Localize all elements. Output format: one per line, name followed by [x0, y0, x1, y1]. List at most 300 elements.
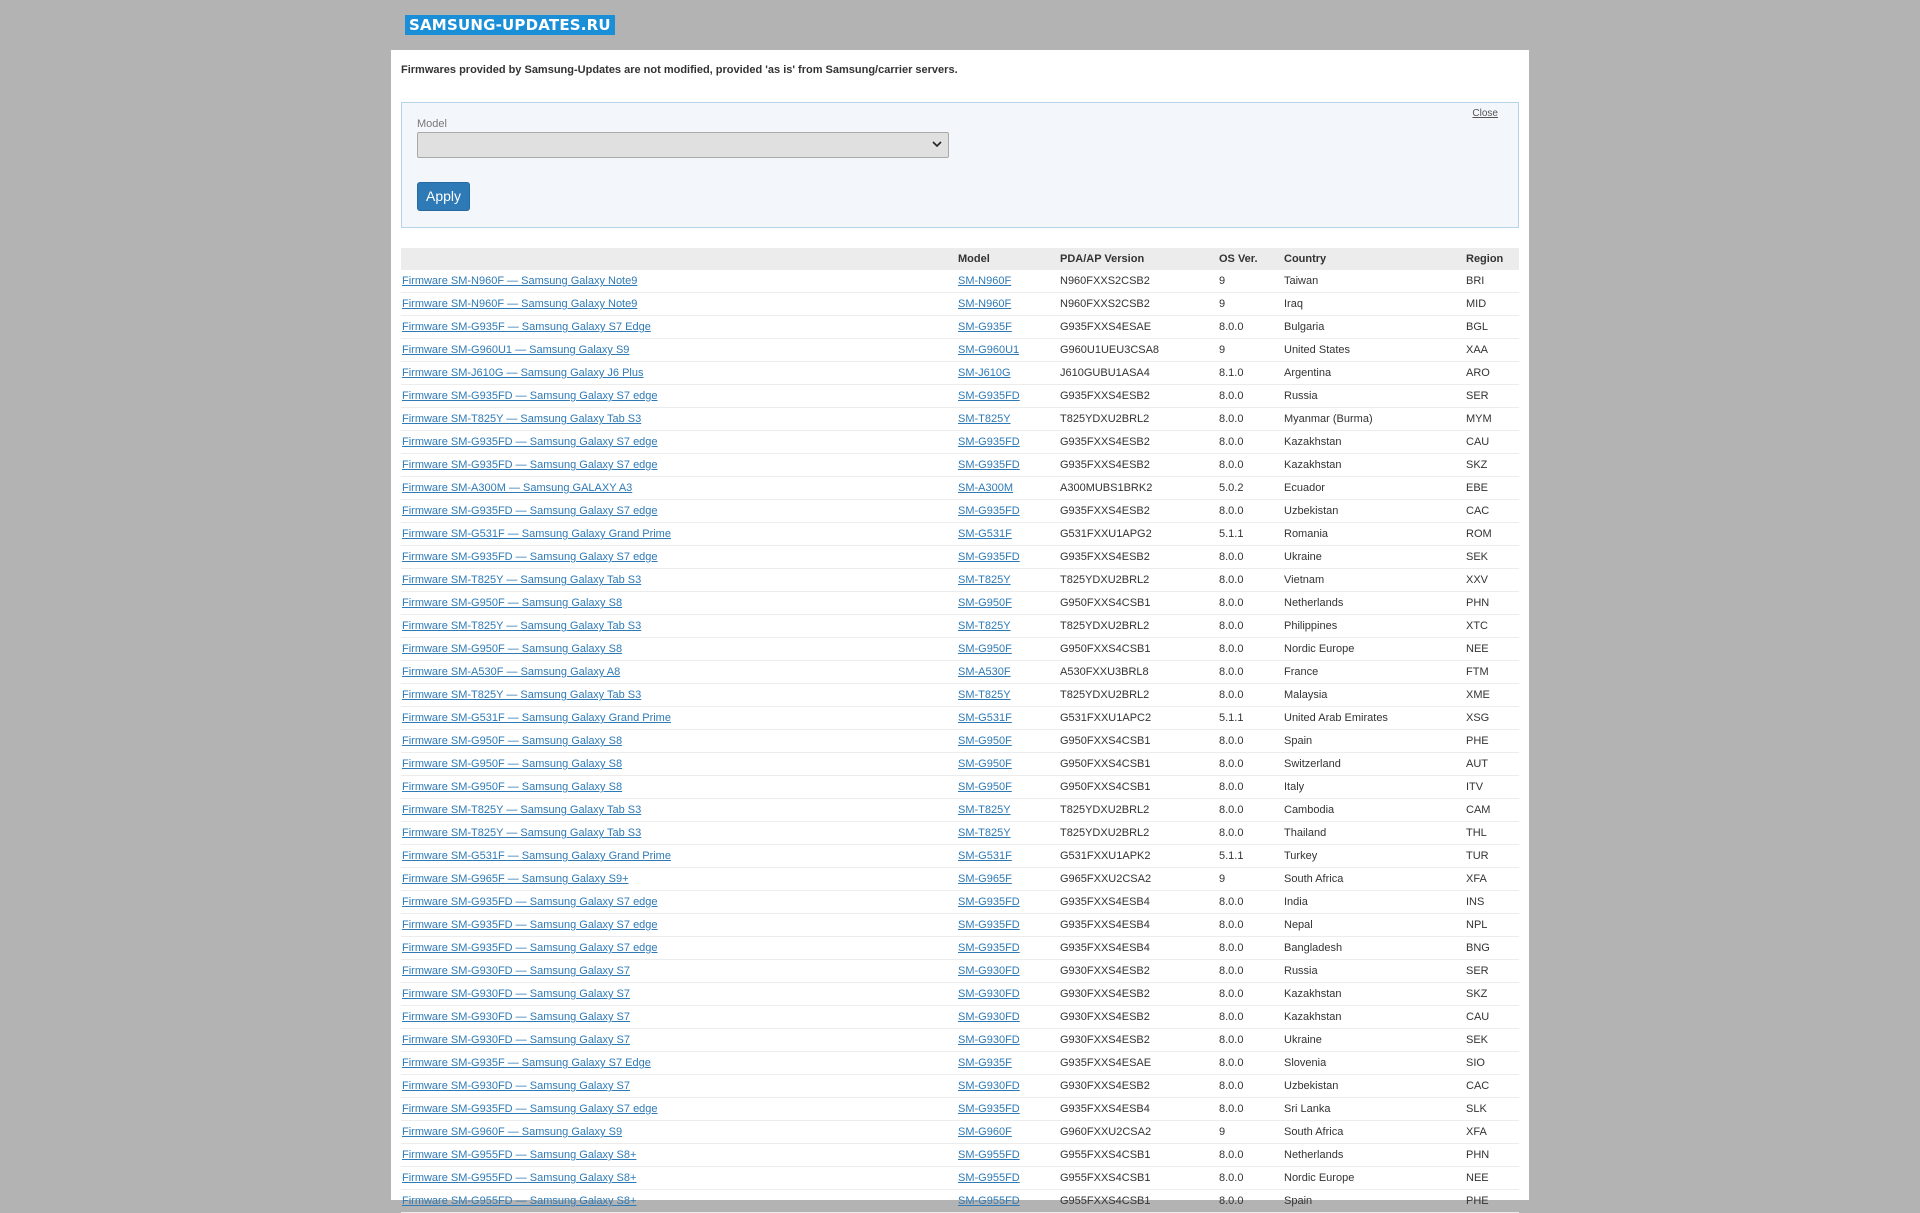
- cell-pda-version: G950FXXS4CSB1: [1059, 753, 1218, 776]
- firmware-link[interactable]: Firmware SM-G955FD — Samsung Galaxy S8+: [402, 1195, 637, 1207]
- cell-firmware-link: [401, 1052, 957, 1075]
- site-logo[interactable]: SAMSUNG-UPDATES.RU: [405, 15, 615, 35]
- firmware-link[interactable]: Firmware SM-G930FD — Samsung Galaxy S7: [402, 1034, 631, 1046]
- table-row: [401, 316, 1519, 339]
- cell-country: India: [1283, 891, 1465, 914]
- cell-country: Philippines: [1283, 615, 1465, 638]
- cell-firmware-link: [401, 270, 957, 293]
- table-row: [401, 523, 1519, 546]
- cell-country: Malaysia: [1283, 684, 1465, 707]
- cell-os-version: 9: [1218, 339, 1283, 362]
- cell-country: Bangladesh: [1283, 937, 1465, 960]
- cell-os-version: 8.0.0: [1218, 799, 1283, 822]
- firmware-link[interactable]: Firmware SM-G950F — Samsung Galaxy S8: [402, 781, 623, 793]
- table-row: [401, 937, 1519, 960]
- cell-model-link: [957, 270, 1059, 293]
- model-link[interactable]: SM-G960U1: [958, 344, 1020, 356]
- table-row: [401, 1121, 1519, 1144]
- table-row: [401, 431, 1519, 454]
- cell-model-link: [957, 1052, 1059, 1075]
- model-link[interactable]: SM-G935FD: [958, 942, 1020, 954]
- cell-country: Thailand: [1283, 822, 1465, 845]
- firmware-link[interactable]: Firmware SM-G531F — Samsung Galaxy Grand Prime: [402, 712, 671, 724]
- cell-firmware-link: [401, 1167, 957, 1190]
- cell-country: Ukraine: [1283, 1029, 1465, 1052]
- model-select[interactable]: [417, 132, 949, 158]
- table-row: [401, 753, 1519, 776]
- model-link[interactable]: SM-G930FD: [958, 1034, 1020, 1046]
- model-link[interactable]: SM-G955FD: [958, 1149, 1020, 1161]
- firmware-link[interactable]: Firmware SM-G960F — Samsung Galaxy S9: [402, 1126, 623, 1138]
- cell-firmware-link: [401, 868, 957, 891]
- cell-firmware-link: [401, 638, 957, 661]
- cell-region: SIO: [1465, 1052, 1519, 1075]
- cell-region: SEK: [1465, 1029, 1519, 1052]
- firmware-link[interactable]: Firmware SM-G935F — Samsung Galaxy S7 Edge: [402, 1057, 651, 1069]
- cell-country: Spain: [1283, 730, 1465, 753]
- cell-os-version: 8.0.0: [1218, 569, 1283, 592]
- firmware-link[interactable]: Firmware SM-G960U1 — Samsung Galaxy S9: [402, 344, 630, 356]
- firmware-link[interactable]: Firmware SM-G930FD — Samsung Galaxy S7: [402, 988, 631, 1000]
- cell-os-version: 8.0.0: [1218, 684, 1283, 707]
- cell-firmware-link: [401, 1098, 957, 1121]
- cell-pda-version: G935FXXS4ESB2: [1059, 385, 1218, 408]
- model-link[interactable]: SM-G950F: [958, 758, 1012, 770]
- table-row: [401, 385, 1519, 408]
- cell-country: Kazakhstan: [1283, 983, 1465, 1006]
- cell-pda-version: T825YDXU2BRL2: [1059, 684, 1218, 707]
- cell-firmware-link: [401, 500, 957, 523]
- cell-firmware-link: [401, 523, 957, 546]
- firmware-link[interactable]: Firmware SM-G935F — Samsung Galaxy S7 Edge: [402, 321, 651, 333]
- firmware-link[interactable]: Firmware SM-G935FD — Samsung Galaxy S7 edge: [402, 919, 658, 931]
- cell-region: TUR: [1465, 845, 1519, 868]
- firmware-link[interactable]: Firmware SM-N960F — Samsung Galaxy Note9: [402, 275, 638, 287]
- cell-region: XME: [1465, 684, 1519, 707]
- model-link[interactable]: SM-T825Y: [958, 827, 1011, 839]
- model-link[interactable]: SM-G531F: [958, 850, 1012, 862]
- firmware-link[interactable]: Firmware SM-T825Y — Samsung Galaxy Tab S3: [402, 689, 642, 701]
- cell-model-link: [957, 914, 1059, 937]
- model-link[interactable]: SM-G935FD: [958, 896, 1020, 908]
- table-row: [401, 477, 1519, 500]
- table-row: [401, 1052, 1519, 1075]
- firmware-link[interactable]: Firmware SM-A300M — Samsung GALAXY A3: [402, 482, 633, 494]
- cell-model-link: [957, 362, 1059, 385]
- cell-firmware-link: [401, 592, 957, 615]
- cell-pda-version: G955FXXS4CSB1: [1059, 1167, 1218, 1190]
- cell-os-version: 5.0.2: [1218, 477, 1283, 500]
- firmware-link[interactable]: Firmware SM-T825Y — Samsung Galaxy Tab S3: [402, 827, 642, 839]
- cell-os-version: 8.0.0: [1218, 615, 1283, 638]
- firmware-link[interactable]: Firmware SM-G935FD — Samsung Galaxy S7 edge: [402, 896, 658, 908]
- cell-os-version: 8.0.0: [1218, 454, 1283, 477]
- cell-region: BRI: [1465, 270, 1519, 293]
- cell-model-link: [957, 1121, 1059, 1144]
- cell-country: Uzbekistan: [1283, 1075, 1465, 1098]
- cell-os-version: 8.0.0: [1218, 1098, 1283, 1121]
- cell-country: Netherlands: [1283, 592, 1465, 615]
- cell-region: CAC: [1465, 1075, 1519, 1098]
- firmware-link[interactable]: Firmware SM-A530F — Samsung Galaxy A8: [402, 666, 621, 678]
- cell-model-link: [957, 523, 1059, 546]
- cell-region: NEE: [1465, 1167, 1519, 1190]
- cell-model-link: [957, 592, 1059, 615]
- firmware-link[interactable]: Firmware SM-G935FD — Samsung Galaxy S7 edge: [402, 942, 658, 954]
- model-link[interactable]: SM-G930FD: [958, 965, 1020, 977]
- cell-os-version: 8.0.0: [1218, 1167, 1283, 1190]
- cell-os-version: 8.1.0: [1218, 362, 1283, 385]
- cell-model-link: [957, 1144, 1059, 1167]
- cell-country: United States: [1283, 339, 1465, 362]
- cell-country: Vietnam: [1283, 569, 1465, 592]
- model-link[interactable]: SM-G950F: [958, 597, 1012, 609]
- firmware-link[interactable]: Firmware SM-G935FD — Samsung Galaxy S7 edge: [402, 436, 658, 448]
- cell-region: XFA: [1465, 1121, 1519, 1144]
- cell-firmware-link: [401, 1144, 957, 1167]
- cell-pda-version: G950FXXS4CSB1: [1059, 638, 1218, 661]
- model-link[interactable]: SM-G935FD: [958, 459, 1020, 471]
- cell-os-version: 8.0.0: [1218, 1006, 1283, 1029]
- cell-model-link: [957, 707, 1059, 730]
- cell-firmware-link: [401, 1075, 957, 1098]
- table-row: [401, 339, 1519, 362]
- cell-model-link: [957, 454, 1059, 477]
- cell-os-version: 8.0.0: [1218, 1075, 1283, 1098]
- cell-os-version: 8.0.0: [1218, 316, 1283, 339]
- cell-region: PHE: [1465, 1190, 1519, 1213]
- cell-pda-version: T825YDXU2BRL2: [1059, 569, 1218, 592]
- model-link[interactable]: SM-T825Y: [958, 804, 1011, 816]
- cell-country: Kazakhstan: [1283, 454, 1465, 477]
- firmware-link[interactable]: Firmware SM-G955FD — Samsung Galaxy S8+: [402, 1172, 637, 1184]
- firmware-link[interactable]: Firmware SM-G935FD — Samsung Galaxy S7 edge: [402, 390, 658, 402]
- cell-model-link: [957, 868, 1059, 891]
- firmware-link[interactable]: Firmware SM-T825Y — Samsung Galaxy Tab S3: [402, 804, 642, 816]
- firmware-link[interactable]: Firmware SM-G531F — Samsung Galaxy Grand Prime: [402, 528, 671, 540]
- cell-firmware-link: [401, 661, 957, 684]
- cell-country: Spain: [1283, 1190, 1465, 1213]
- firmware-link[interactable]: Firmware SM-G950F — Samsung Galaxy S8: [402, 597, 623, 609]
- cell-country: Ukraine: [1283, 546, 1465, 569]
- cell-country: France: [1283, 661, 1465, 684]
- cell-region: SEK: [1465, 546, 1519, 569]
- firmware-link[interactable]: Firmware SM-G935FD — Samsung Galaxy S7 edge: [402, 459, 658, 471]
- cell-country: Taiwan: [1283, 270, 1465, 293]
- cell-region: BNG: [1465, 937, 1519, 960]
- cell-country: Romania: [1283, 523, 1465, 546]
- cell-region: MYM: [1465, 408, 1519, 431]
- firmware-link[interactable]: Firmware SM-G950F — Samsung Galaxy S8: [402, 758, 623, 770]
- firmware-table-body: [401, 270, 1519, 1213]
- model-link[interactable]: SM-N960F: [958, 298, 1012, 310]
- main-container: [391, 50, 1529, 1207]
- cell-pda-version: G930FXXS4ESB2: [1059, 1075, 1218, 1098]
- firmware-link[interactable]: Firmware SM-G935FD — Samsung Galaxy S7 edge: [402, 551, 658, 563]
- cell-os-version: 8.0.0: [1218, 1144, 1283, 1167]
- model-link[interactable]: SM-J610G: [958, 367, 1011, 379]
- cell-region: CAC: [1465, 500, 1519, 523]
- table-row: [401, 914, 1519, 937]
- cell-region: XSG: [1465, 707, 1519, 730]
- cell-pda-version: G531FXXU1APG2: [1059, 523, 1218, 546]
- model-link[interactable]: SM-T825Y: [958, 574, 1011, 586]
- cell-pda-version: J610GUBU1ASA4: [1059, 362, 1218, 385]
- cell-pda-version: G960FXXU2CSA2: [1059, 1121, 1218, 1144]
- cell-firmware-link: [401, 822, 957, 845]
- filter-panel: [401, 102, 1519, 228]
- cell-model-link: [957, 661, 1059, 684]
- table-row: [401, 960, 1519, 983]
- model-link[interactable]: SM-G930FD: [958, 988, 1020, 1000]
- cell-firmware-link: [401, 454, 957, 477]
- table-row: [401, 500, 1519, 523]
- firmware-link[interactable]: Firmware SM-G531F — Samsung Galaxy Grand Prime: [402, 850, 671, 862]
- cell-country: South Africa: [1283, 868, 1465, 891]
- model-link[interactable]: SM-G531F: [958, 528, 1012, 540]
- firmware-link[interactable]: Firmware SM-J610G — Samsung Galaxy J6 Plus: [402, 367, 644, 379]
- cell-region: NPL: [1465, 914, 1519, 937]
- firmware-link[interactable]: Firmware SM-N960F — Samsung Galaxy Note9: [402, 298, 638, 310]
- cell-country: Ecuador: [1283, 477, 1465, 500]
- cell-country: South Africa: [1283, 1121, 1465, 1144]
- cell-os-version: 8.0.0: [1218, 500, 1283, 523]
- cell-country: Slovenia: [1283, 1052, 1465, 1075]
- cell-pda-version: N960FXXS2CSB2: [1059, 293, 1218, 316]
- cell-region: PHN: [1465, 1144, 1519, 1167]
- model-link[interactable]: SM-G965F: [958, 873, 1012, 885]
- cell-os-version: 8.0.0: [1218, 730, 1283, 753]
- firmware-link[interactable]: Firmware SM-G965F — Samsung Galaxy S9+: [402, 873, 629, 885]
- cell-os-version: 8.0.0: [1218, 546, 1283, 569]
- cell-model-link: [957, 615, 1059, 638]
- table-row: [401, 569, 1519, 592]
- firmware-link[interactable]: Firmware SM-T825Y — Samsung Galaxy Tab S3: [402, 574, 642, 586]
- site-header: [391, 0, 1529, 50]
- cell-firmware-link: [401, 477, 957, 500]
- model-link[interactable]: SM-T825Y: [958, 620, 1011, 632]
- cell-pda-version: G935FXXS4ESB4: [1059, 1098, 1218, 1121]
- model-link[interactable]: SM-G935FD: [958, 436, 1020, 448]
- cell-os-version: 8.0.0: [1218, 431, 1283, 454]
- cell-country: Italy: [1283, 776, 1465, 799]
- cell-os-version: 8.0.0: [1218, 891, 1283, 914]
- cell-pda-version: T825YDXU2BRL2: [1059, 408, 1218, 431]
- firmware-link[interactable]: Firmware SM-G950F — Samsung Galaxy S8: [402, 643, 623, 655]
- firmware-link[interactable]: Firmware SM-G935FD — Samsung Galaxy S7 edge: [402, 1103, 658, 1115]
- cell-firmware-link: [401, 546, 957, 569]
- firmware-link[interactable]: Firmware SM-G930FD — Samsung Galaxy S7: [402, 1011, 631, 1023]
- model-link[interactable]: SM-G955FD: [958, 1195, 1020, 1207]
- cell-model-link: [957, 408, 1059, 431]
- model-link[interactable]: SM-T825Y: [958, 689, 1011, 701]
- firmware-link[interactable]: Firmware SM-T825Y — Samsung Galaxy Tab S3: [402, 620, 642, 632]
- cell-firmware-link: [401, 615, 957, 638]
- cell-country: Nordic Europe: [1283, 1167, 1465, 1190]
- cell-firmware-link: [401, 1121, 957, 1144]
- model-link[interactable]: SM-T825Y: [958, 413, 1011, 425]
- firmware-link[interactable]: Firmware SM-T825Y — Samsung Galaxy Tab S3: [402, 413, 642, 425]
- cell-country: Russia: [1283, 960, 1465, 983]
- cell-pda-version: G930FXXS4ESB2: [1059, 960, 1218, 983]
- cell-region: AUT: [1465, 753, 1519, 776]
- header-firmware: [401, 248, 957, 270]
- cell-os-version: 8.0.0: [1218, 776, 1283, 799]
- cell-os-version: 8.0.0: [1218, 983, 1283, 1006]
- cell-os-version: 8.0.0: [1218, 1052, 1283, 1075]
- model-link[interactable]: SM-A300M: [958, 482, 1014, 494]
- cell-region: XXV: [1465, 569, 1519, 592]
- cell-model-link: [957, 776, 1059, 799]
- cell-pda-version: G950FXXS4CSB1: [1059, 592, 1218, 615]
- cell-firmware-link: [401, 776, 957, 799]
- cell-os-version: 8.0.0: [1218, 914, 1283, 937]
- table-row: [401, 638, 1519, 661]
- cell-firmware-link: [401, 1190, 957, 1213]
- table-row: [401, 868, 1519, 891]
- cell-os-version: 8.0.0: [1218, 822, 1283, 845]
- cell-firmware-link: [401, 914, 957, 937]
- cell-pda-version: G935FXXS4ESB2: [1059, 546, 1218, 569]
- cell-os-version: 8.0.0: [1218, 937, 1283, 960]
- cell-country: Russia: [1283, 385, 1465, 408]
- table-row: [401, 1006, 1519, 1029]
- cell-pda-version: G950FXXS4CSB1: [1059, 730, 1218, 753]
- cell-pda-version: G531FXXU1APK2: [1059, 845, 1218, 868]
- cell-pda-version: G965FXXU2CSA2: [1059, 868, 1218, 891]
- cell-firmware-link: [401, 339, 957, 362]
- model-link[interactable]: SM-G935FD: [958, 505, 1020, 517]
- cell-region: NEE: [1465, 638, 1519, 661]
- cell-model-link: [957, 477, 1059, 500]
- table-row: [401, 845, 1519, 868]
- table-row: [401, 546, 1519, 569]
- table-row: [401, 362, 1519, 385]
- cell-country: Uzbekistan: [1283, 500, 1465, 523]
- cell-pda-version: G935FXXS4ESB2: [1059, 454, 1218, 477]
- cell-firmware-link: [401, 753, 957, 776]
- table-row: [401, 776, 1519, 799]
- cell-os-version: 8.0.0: [1218, 753, 1283, 776]
- cell-country: Bulgaria: [1283, 316, 1465, 339]
- table-row: [401, 454, 1519, 477]
- cell-pda-version: G935FXXS4ESB2: [1059, 431, 1218, 454]
- cell-region: THL: [1465, 822, 1519, 845]
- model-link[interactable]: SM-G935F: [958, 1057, 1012, 1069]
- cell-model-link: [957, 1006, 1059, 1029]
- model-link[interactable]: SM-G930FD: [958, 1080, 1020, 1092]
- model-link[interactable]: SM-G960F: [958, 1126, 1012, 1138]
- cell-region: SKZ: [1465, 454, 1519, 477]
- cell-firmware-link: [401, 408, 957, 431]
- cell-model-link: [957, 1098, 1059, 1121]
- cell-firmware-link: [401, 937, 957, 960]
- cell-pda-version: T825YDXU2BRL2: [1059, 822, 1218, 845]
- close-filter-link[interactable]: Close: [1472, 108, 1498, 119]
- model-link[interactable]: SM-G935F: [958, 321, 1012, 333]
- firmware-link[interactable]: Firmware SM-G935FD — Samsung Galaxy S7 edge: [402, 505, 658, 517]
- model-label: Model: [417, 118, 447, 130]
- table-row: [401, 1144, 1519, 1167]
- model-link[interactable]: SM-G930FD: [958, 1011, 1020, 1023]
- apply-button[interactable]: Apply: [417, 182, 470, 211]
- model-link[interactable]: SM-G935FD: [958, 919, 1020, 931]
- model-link[interactable]: SM-G950F: [958, 735, 1012, 747]
- cell-model-link: [957, 845, 1059, 868]
- cell-model-link: [957, 1190, 1059, 1213]
- table-row: [401, 1167, 1519, 1190]
- cell-region: ROM: [1465, 523, 1519, 546]
- cell-region: FTM: [1465, 661, 1519, 684]
- firmware-link[interactable]: Firmware SM-G955FD — Samsung Galaxy S8+: [402, 1149, 637, 1161]
- cell-firmware-link: [401, 707, 957, 730]
- cell-country: Netherlands: [1283, 1144, 1465, 1167]
- cell-firmware-link: [401, 845, 957, 868]
- firmware-link[interactable]: Firmware SM-G950F — Samsung Galaxy S8: [402, 735, 623, 747]
- table-row: [401, 661, 1519, 684]
- header-region[interactable]: Region: [1465, 248, 1519, 270]
- firmware-notice: Firmwares provided by Samsung-Updates are not modified, provided 'as is' from Samsung/carrier servers.: [401, 64, 958, 76]
- table-row: [401, 684, 1519, 707]
- cell-region: XAA: [1465, 339, 1519, 362]
- model-link[interactable]: SM-G531F: [958, 712, 1012, 724]
- cell-firmware-link: [401, 891, 957, 914]
- cell-model-link: [957, 339, 1059, 362]
- cell-pda-version: T825YDXU2BRL2: [1059, 799, 1218, 822]
- model-link[interactable]: SM-G950F: [958, 781, 1012, 793]
- firmware-link[interactable]: Firmware SM-G930FD — Samsung Galaxy S7: [402, 965, 631, 977]
- table-row: [401, 408, 1519, 431]
- model-link[interactable]: SM-G935FD: [958, 551, 1020, 563]
- table-row: [401, 1190, 1519, 1213]
- header-model[interactable]: Model: [957, 248, 1059, 270]
- cell-country: Sri Lanka: [1283, 1098, 1465, 1121]
- cell-region: SER: [1465, 385, 1519, 408]
- cell-model-link: [957, 730, 1059, 753]
- cell-model-link: [957, 937, 1059, 960]
- cell-firmware-link: [401, 1006, 957, 1029]
- table-row: [401, 822, 1519, 845]
- header-os[interactable]: OS Ver.: [1218, 248, 1283, 270]
- cell-country: Nepal: [1283, 914, 1465, 937]
- cell-model-link: [957, 684, 1059, 707]
- cell-country: Kazakhstan: [1283, 1006, 1465, 1029]
- model-link[interactable]: SM-N960F: [958, 275, 1012, 287]
- cell-region: CAU: [1465, 1006, 1519, 1029]
- table-row: [401, 293, 1519, 316]
- model-link[interactable]: SM-G955FD: [958, 1172, 1020, 1184]
- cell-firmware-link: [401, 316, 957, 339]
- model-link[interactable]: SM-G935FD: [958, 390, 1020, 402]
- model-link[interactable]: SM-G935FD: [958, 1103, 1020, 1115]
- cell-region: INS: [1465, 891, 1519, 914]
- table-row: [401, 891, 1519, 914]
- header-pda[interactable]: PDA/AP Version: [1059, 248, 1218, 270]
- cell-country: Iraq: [1283, 293, 1465, 316]
- cell-os-version: 9: [1218, 293, 1283, 316]
- model-link[interactable]: SM-G950F: [958, 643, 1012, 655]
- firmware-link[interactable]: Firmware SM-G930FD — Samsung Galaxy S7: [402, 1080, 631, 1092]
- cell-model-link: [957, 638, 1059, 661]
- table-row: [401, 1098, 1519, 1121]
- cell-os-version: 5.1.1: [1218, 523, 1283, 546]
- cell-model-link: [957, 316, 1059, 339]
- header-country[interactable]: Country: [1283, 248, 1465, 270]
- cell-pda-version: G935FXXS4ESB4: [1059, 891, 1218, 914]
- cell-pda-version: A530FXXU3BRL8: [1059, 661, 1218, 684]
- model-link[interactable]: SM-A530F: [958, 666, 1011, 678]
- cell-os-version: 8.0.0: [1218, 1029, 1283, 1052]
